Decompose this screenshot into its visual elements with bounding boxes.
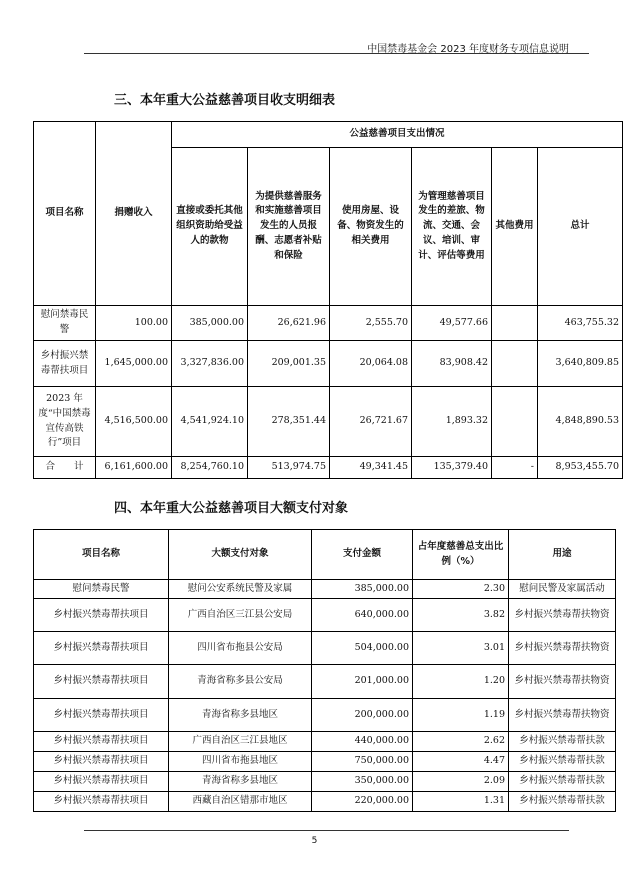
cell-amount: 350,000.00 bbox=[312, 772, 413, 792]
cell-project: 乡村振兴禁毒帮扶项目 bbox=[34, 772, 169, 792]
cell-total: 4,848,890.53 bbox=[538, 387, 623, 457]
cell-property: 2,555.70 bbox=[330, 306, 412, 341]
cell-donation: 1,645,000.00 bbox=[96, 341, 172, 387]
cell-payee: 慰问公安系统民警及家属 bbox=[169, 580, 312, 599]
cell-amount: 440,000.00 bbox=[312, 732, 413, 752]
cell-ratio: 4.47 bbox=[413, 752, 509, 772]
col-direct: 直接或委托其他组织资助给受益人的款物 bbox=[172, 148, 248, 306]
cell-other bbox=[492, 387, 538, 457]
cell-direct: 385,000.00 bbox=[172, 306, 248, 341]
cell-direct: 8,254,760.10 bbox=[172, 457, 248, 479]
cell-project: 乡村振兴禁毒帮扶项目 bbox=[34, 792, 169, 812]
col-payee: 大额支付对象 bbox=[169, 530, 312, 580]
col-amount: 支付金额 bbox=[312, 530, 413, 580]
table-row bbox=[34, 599, 616, 632]
cell-donation: 6,161,600.00 bbox=[96, 457, 172, 479]
cell-amount: 504,000.00 bbox=[312, 632, 413, 665]
cell-project: 慰问禁毒民警 bbox=[34, 580, 169, 599]
cell-other bbox=[492, 306, 538, 341]
cell-purpose: 乡村振兴禁毒帮扶款 bbox=[509, 792, 616, 812]
cell-ratio: 2.09 bbox=[413, 772, 509, 792]
cell-name: 慰问禁毒民警 bbox=[34, 306, 96, 341]
cell-name: 合 计 bbox=[34, 457, 96, 479]
cell-staff: 513,974.75 bbox=[248, 457, 330, 479]
col-group-expenses: 公益慈善项目支出情况 bbox=[172, 122, 623, 148]
cell-purpose: 乡村振兴禁毒帮扶物资 bbox=[509, 632, 616, 665]
cell-purpose: 乡村振兴禁毒帮扶款 bbox=[509, 732, 616, 752]
col-property: 使用房屋、设备、物资发生的相关费用 bbox=[330, 148, 412, 306]
cell-ratio: 3.01 bbox=[413, 632, 509, 665]
cell-other: - bbox=[492, 457, 538, 479]
section4-title: 四、本年重大公益慈善项目大额支付对象 bbox=[114, 501, 349, 516]
cell-ratio: 2.62 bbox=[413, 732, 509, 752]
col-staff: 为提供慈善服务和实施慈善项目发生的人员报酬、志愿者补贴和保险 bbox=[248, 148, 330, 306]
cell-property: 20,064.08 bbox=[330, 341, 412, 387]
cell-ratio: 2.30 bbox=[413, 580, 509, 599]
cell-property: 26,721.67 bbox=[330, 387, 412, 457]
cell-ratio: 1.31 bbox=[413, 792, 509, 812]
total-row bbox=[34, 457, 623, 479]
table-row bbox=[34, 792, 616, 812]
cell-mgmt: 135,379.40 bbox=[412, 457, 492, 479]
cell-payee: 青海省称多县地区 bbox=[169, 699, 312, 732]
section3-title: 三、本年重大公益慈善项目收支明细表 bbox=[114, 93, 336, 108]
cell-purpose: 慰问民警及家属活动 bbox=[509, 580, 616, 599]
project-expense-table bbox=[33, 121, 623, 479]
col-purpose: 用途 bbox=[509, 530, 616, 580]
cell-direct: 3,327,836.00 bbox=[172, 341, 248, 387]
cell-staff: 278,351.44 bbox=[248, 387, 330, 457]
cell-purpose: 乡村振兴禁毒帮扶款 bbox=[509, 752, 616, 772]
table-row bbox=[34, 341, 623, 387]
cell-staff: 26,621.96 bbox=[248, 306, 330, 341]
cell-payee: 青海省称多县地区 bbox=[169, 772, 312, 792]
cell-amount: 220,000.00 bbox=[312, 792, 413, 812]
cell-ratio: 1.19 bbox=[413, 699, 509, 732]
cell-ratio: 3.82 bbox=[413, 599, 509, 632]
cell-project: 乡村振兴禁毒帮扶项目 bbox=[34, 699, 169, 732]
table-row bbox=[34, 772, 616, 792]
cell-purpose: 乡村振兴禁毒帮扶物资 bbox=[509, 699, 616, 732]
cell-payee: 广西自治区三江县地区 bbox=[169, 732, 312, 752]
page-number: 5 bbox=[311, 836, 318, 846]
cell-mgmt: 83,908.42 bbox=[412, 341, 492, 387]
cell-amount: 640,000.00 bbox=[312, 599, 413, 632]
table-row bbox=[34, 665, 616, 699]
cell-payee: 西藏自治区错那市地区 bbox=[169, 792, 312, 812]
cell-purpose: 乡村振兴禁毒帮扶款 bbox=[509, 772, 616, 792]
header-rule bbox=[84, 53, 589, 54]
cell-mgmt: 49,577.66 bbox=[412, 306, 492, 341]
cell-donation: 4,516,500.00 bbox=[96, 387, 172, 457]
table-row bbox=[34, 306, 623, 341]
table-row bbox=[34, 580, 616, 599]
cell-donation: 100.00 bbox=[96, 306, 172, 341]
cell-purpose: 乡村振兴禁毒帮扶物资 bbox=[509, 665, 616, 699]
cell-project: 乡村振兴禁毒帮扶项目 bbox=[34, 599, 169, 632]
large-payment-table bbox=[33, 529, 616, 812]
col-ratio: 占年度慈善总支出比例（%） bbox=[413, 530, 509, 580]
cell-payee: 四川省布拖县地区 bbox=[169, 752, 312, 772]
cell-property: 49,341.45 bbox=[330, 457, 412, 479]
cell-amount: 385,000.00 bbox=[312, 580, 413, 599]
table-row bbox=[34, 387, 623, 457]
cell-payee: 广西自治区三江县公安局 bbox=[169, 599, 312, 632]
page-header: 中国禁毒基金会 2023 年度财务专项信息说明 bbox=[367, 44, 569, 55]
col-project-name: 项目名称 bbox=[34, 530, 169, 580]
cell-total: 8,953,455.70 bbox=[538, 457, 623, 479]
cell-project: 乡村振兴禁毒帮扶项目 bbox=[34, 732, 169, 752]
cell-amount: 201,000.00 bbox=[312, 665, 413, 699]
footer-rule bbox=[84, 830, 569, 831]
cell-project: 乡村振兴禁毒帮扶项目 bbox=[34, 632, 169, 665]
cell-project: 乡村振兴禁毒帮扶项目 bbox=[34, 752, 169, 772]
cell-total: 463,755.32 bbox=[538, 306, 623, 341]
col-project-name: 项目名称 bbox=[34, 122, 96, 306]
cell-total: 3,640,809.85 bbox=[538, 341, 623, 387]
cell-name: 乡村振兴禁毒帮扶项目 bbox=[34, 341, 96, 387]
cell-purpose: 乡村振兴禁毒帮扶物资 bbox=[509, 599, 616, 632]
col-mgmt: 为管理慈善项目发生的差旅、物流、交通、会议、培训、审计、评估等费用 bbox=[412, 148, 492, 306]
col-other: 其他费用 bbox=[492, 148, 538, 306]
table-row bbox=[34, 752, 616, 772]
cell-name: 2023 年度“中国禁毒宣传高铁行”项目 bbox=[34, 387, 96, 457]
table-row bbox=[34, 632, 616, 665]
col-total: 总计 bbox=[538, 148, 623, 306]
cell-project: 乡村振兴禁毒帮扶项目 bbox=[34, 665, 169, 699]
cell-amount: 750,000.00 bbox=[312, 752, 413, 772]
table-row bbox=[34, 699, 616, 732]
cell-staff: 209,001.35 bbox=[248, 341, 330, 387]
cell-payee: 青海省称多县公安局 bbox=[169, 665, 312, 699]
cell-other bbox=[492, 341, 538, 387]
table-row bbox=[34, 732, 616, 752]
cell-ratio: 1.20 bbox=[413, 665, 509, 699]
cell-direct: 4,541,924.10 bbox=[172, 387, 248, 457]
col-donation: 捐赠收入 bbox=[96, 122, 172, 306]
cell-mgmt: 1,893.32 bbox=[412, 387, 492, 457]
cell-payee: 四川省布拖县公安局 bbox=[169, 632, 312, 665]
cell-amount: 200,000.00 bbox=[312, 699, 413, 732]
